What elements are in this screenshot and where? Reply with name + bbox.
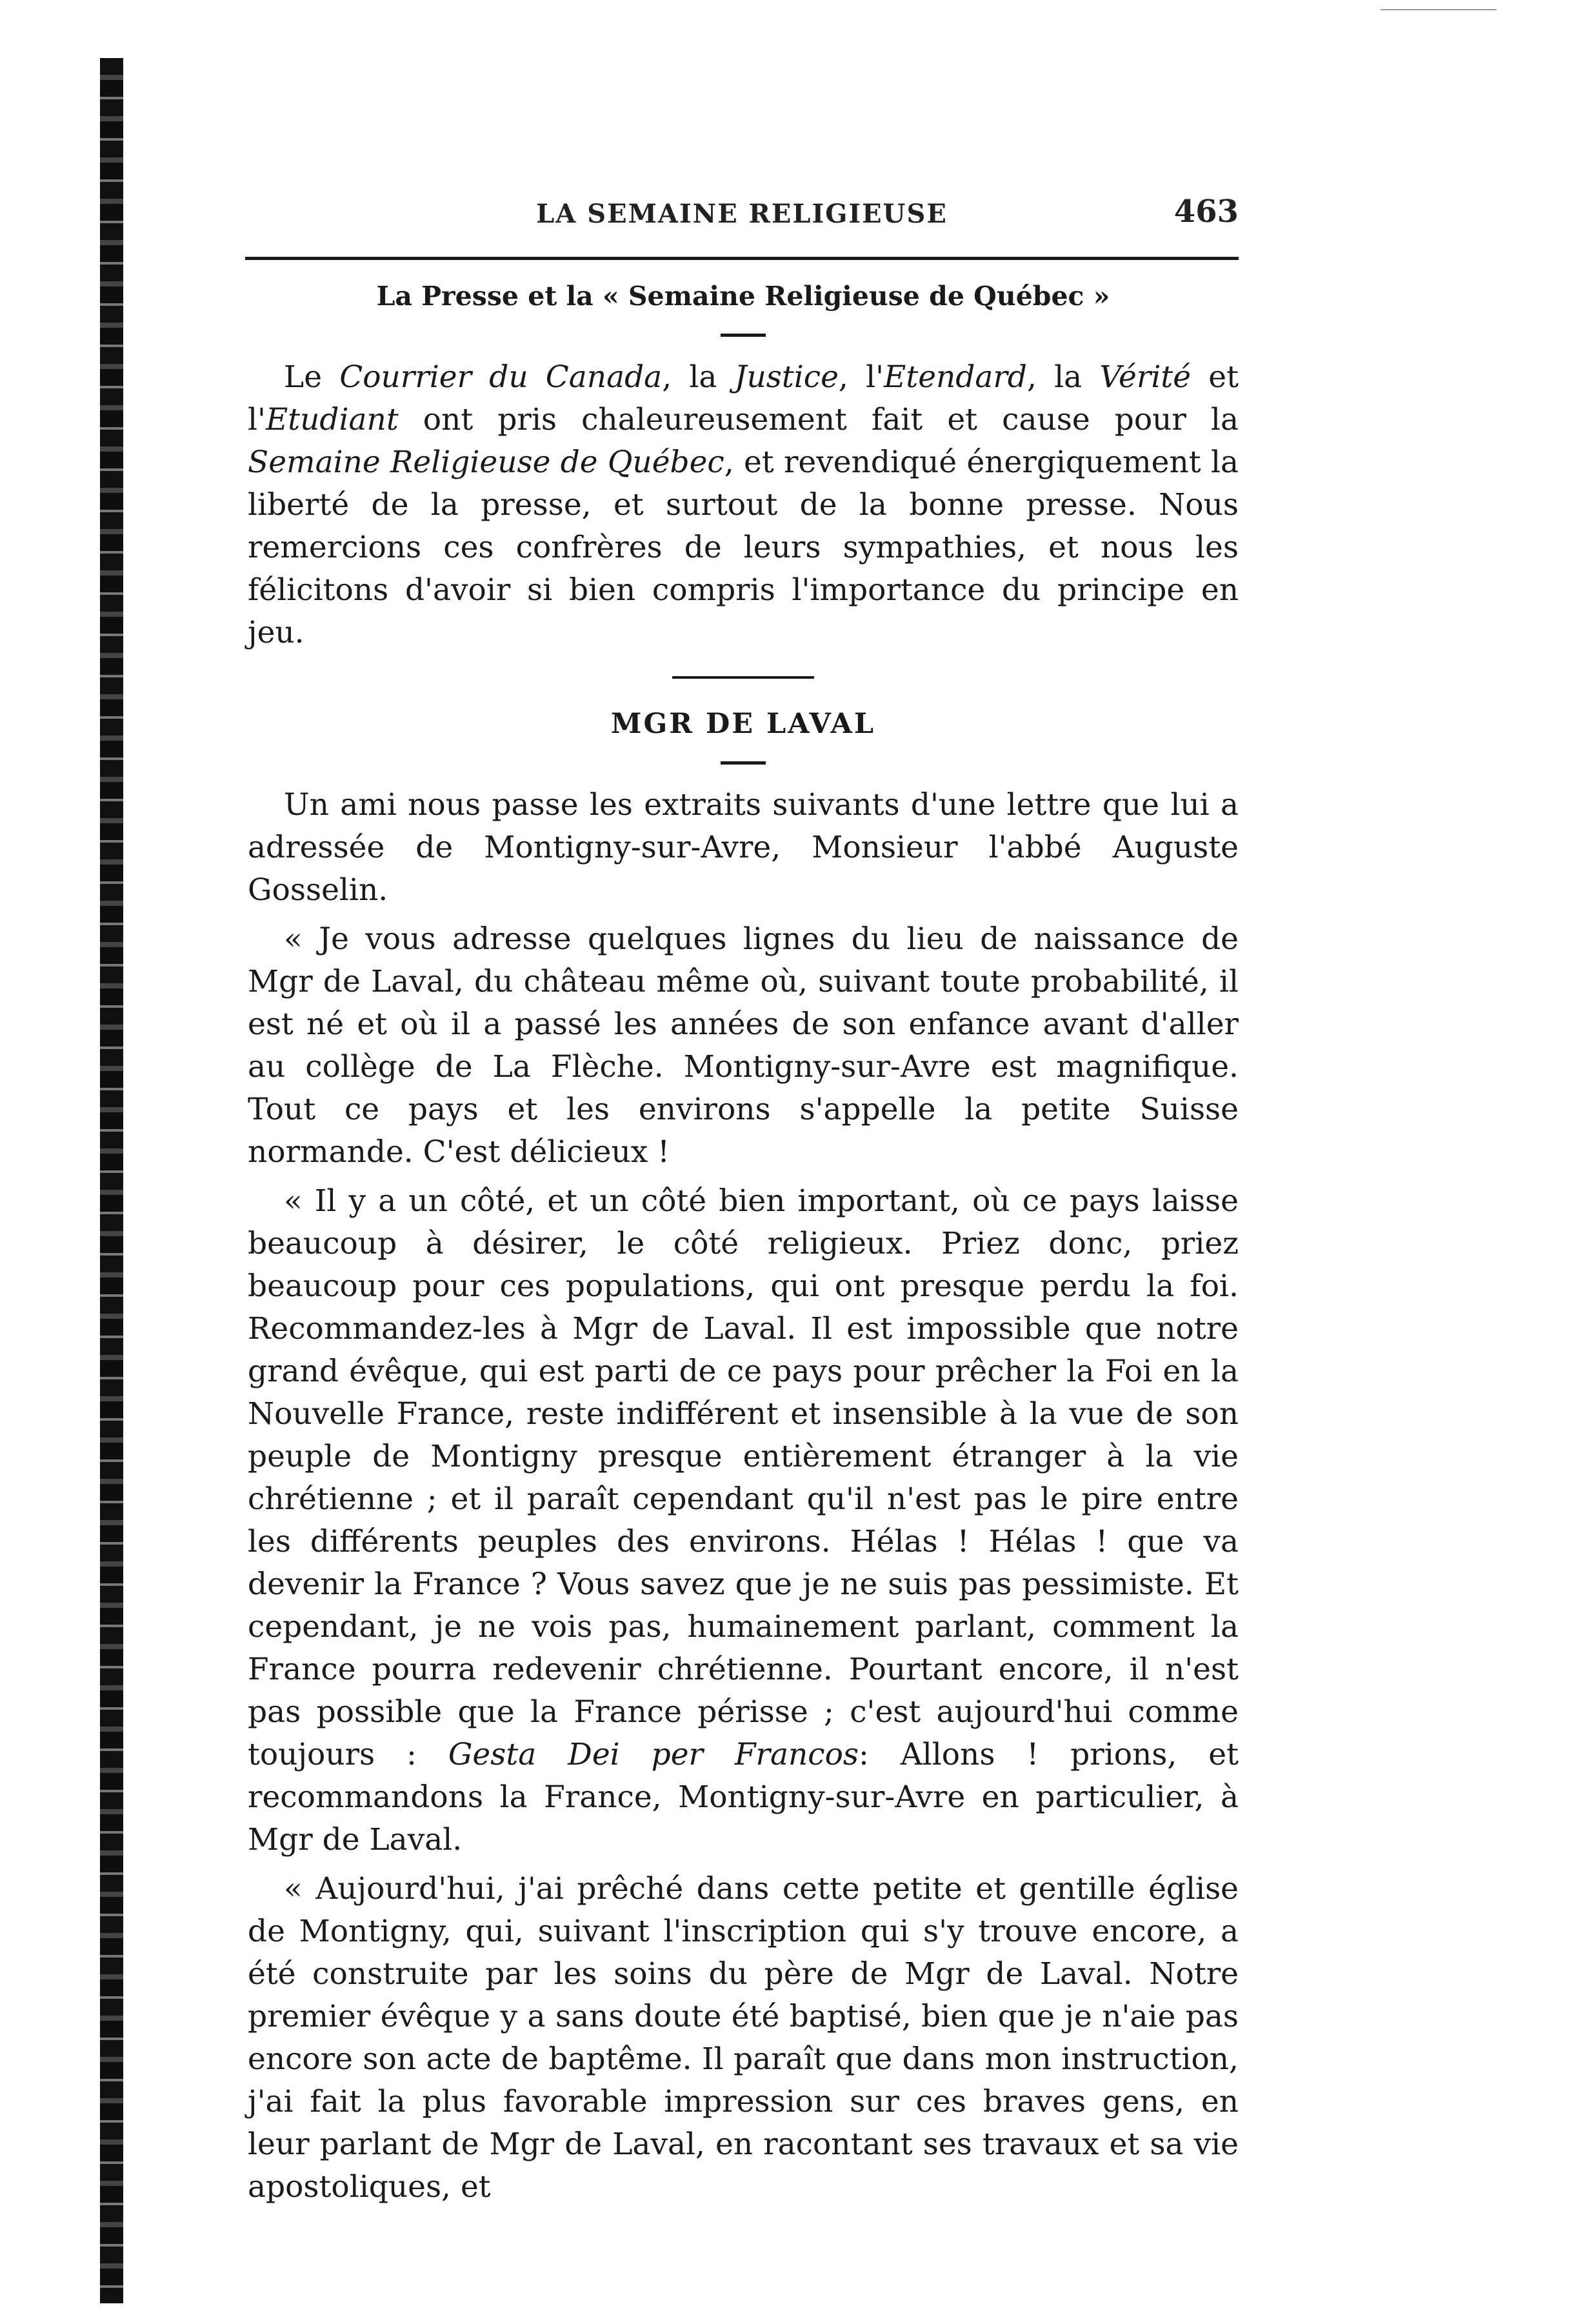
page-header: [245, 194, 1239, 245]
text-run: et l': [248, 359, 1239, 437]
paragraph: [248, 918, 1239, 1174]
page-number: 463: [1173, 194, 1239, 230]
italic-text: Etudiant: [265, 402, 399, 437]
italic-text: Courrier du Canada: [339, 359, 663, 395]
text-run: ont pris chaleureusement fait et cause pour la: [398, 402, 1239, 437]
paragraph: [248, 1868, 1239, 2208]
text-run: , l': [838, 359, 884, 395]
text-run: Un ami nous passe les extraits suivants d'une lettre que lui a adressée de Montigny-sur-Avre, Monsieur l'abbé Auguste Gosselin.: [248, 787, 1239, 908]
text-run: , et revendiqué énergiquement la liberté de la presse, et surtout de la bonne presse. Nous remercions ces confrères de leurs sympathies, et nous les félicitons d'avoir si bien compris l'importance du principe en jeu.: [248, 445, 1239, 650]
text-run: « Je vous adresse quelques lignes du lieu de naissance de Mgr de Laval, du château même où, suivant toute probabilité, il est né et où il a passé les années de son enfance avant d'aller au collège de La Flèche. Montigny-sur-Avre est magnifique. Tout ce pays et les environs s'appelle la petite Suisse normande. C'est délicieux !: [248, 921, 1239, 1170]
text-run: Le: [284, 359, 340, 395]
text-run: , la: [662, 359, 735, 395]
text-run: « Il y a un côté, et un côté bien important, où ce pays laisse beaucoup à désirer, le côté religieux. Priez donc, priez beaucoup pour ces populations, qui ont presque perdu la foi. Recommandez-les à Mgr de Laval. Il est impossible que notre grand évêque, qui est parti de ce pays pour prêcher la Foi en la Nouvelle France, reste indifférent et insensible à la vue de son peuple de Montigny presque entièrement étranger à la vie chrétienne ; et il paraît cependant qu'il n'est pas le pire entre les différents peuples des environs. Hélas ! Hélas ! que va devenir la France ? Vous savez que je ne suis pas pessimiste. Et cependant, je ne vois pas, humainement parlant, comment la France pourra redevenir chrétienne. Pourtant encore, il n'est pas possible que la France périsse ; c'est aujourd'hui comme toujours :: [248, 1183, 1239, 1772]
article-title-mgr-de-laval: MGR DE LAVAL: [610, 708, 876, 740]
italic-text: Justice: [734, 359, 839, 395]
italic-text: Gesta Dei per Francos: [448, 1737, 859, 1772]
scan-artifact: [1381, 9, 1497, 10]
italic-text: Semaine Religieuse de Québec: [248, 445, 724, 480]
article-body-mgr-de-laval: [248, 784, 1239, 2208]
paragraph: [248, 1180, 1239, 1861]
article-title-presse: La Presse et la « Semaine Religieuse de Québec »: [376, 281, 1110, 312]
book-binding-edge: [100, 58, 123, 2303]
italic-text: Etendard: [884, 359, 1027, 395]
running-title: LA SEMAINE RELIGIEUSE: [536, 199, 948, 229]
page-body: [248, 274, 1239, 2208]
text-run: , la: [1026, 359, 1100, 395]
text-run: « Aujourd'hui, j'ai prêché dans cette petite et gentille église de Montigny, qui, suivant l'inscription qui s'y trouve encore, a été construite par les soins du père de Mgr de Laval. Notre premier évêque y a sans doute été baptisé, bien que je n'aie pas encore son acte de baptême. Il paraît que dans mon instruction, j'ai fait la plus favorable impression sur ces braves gens, en leur parlant de Mgr de Laval, en racontant ses travaux et sa vie apostoliques, et: [248, 1871, 1239, 2205]
italic-text: Vérité: [1099, 359, 1192, 395]
section-rule: [672, 676, 814, 679]
paragraph: [248, 356, 1239, 654]
header-rule: [245, 257, 1239, 260]
title-rule: [721, 761, 766, 765]
paragraph: [248, 784, 1239, 912]
text-run: : Allons ! prions, et recommandons la France, Montigny-sur-Avre en particulier, à Mgr de Laval.: [248, 1737, 1239, 1857]
title-rule: [721, 334, 766, 337]
